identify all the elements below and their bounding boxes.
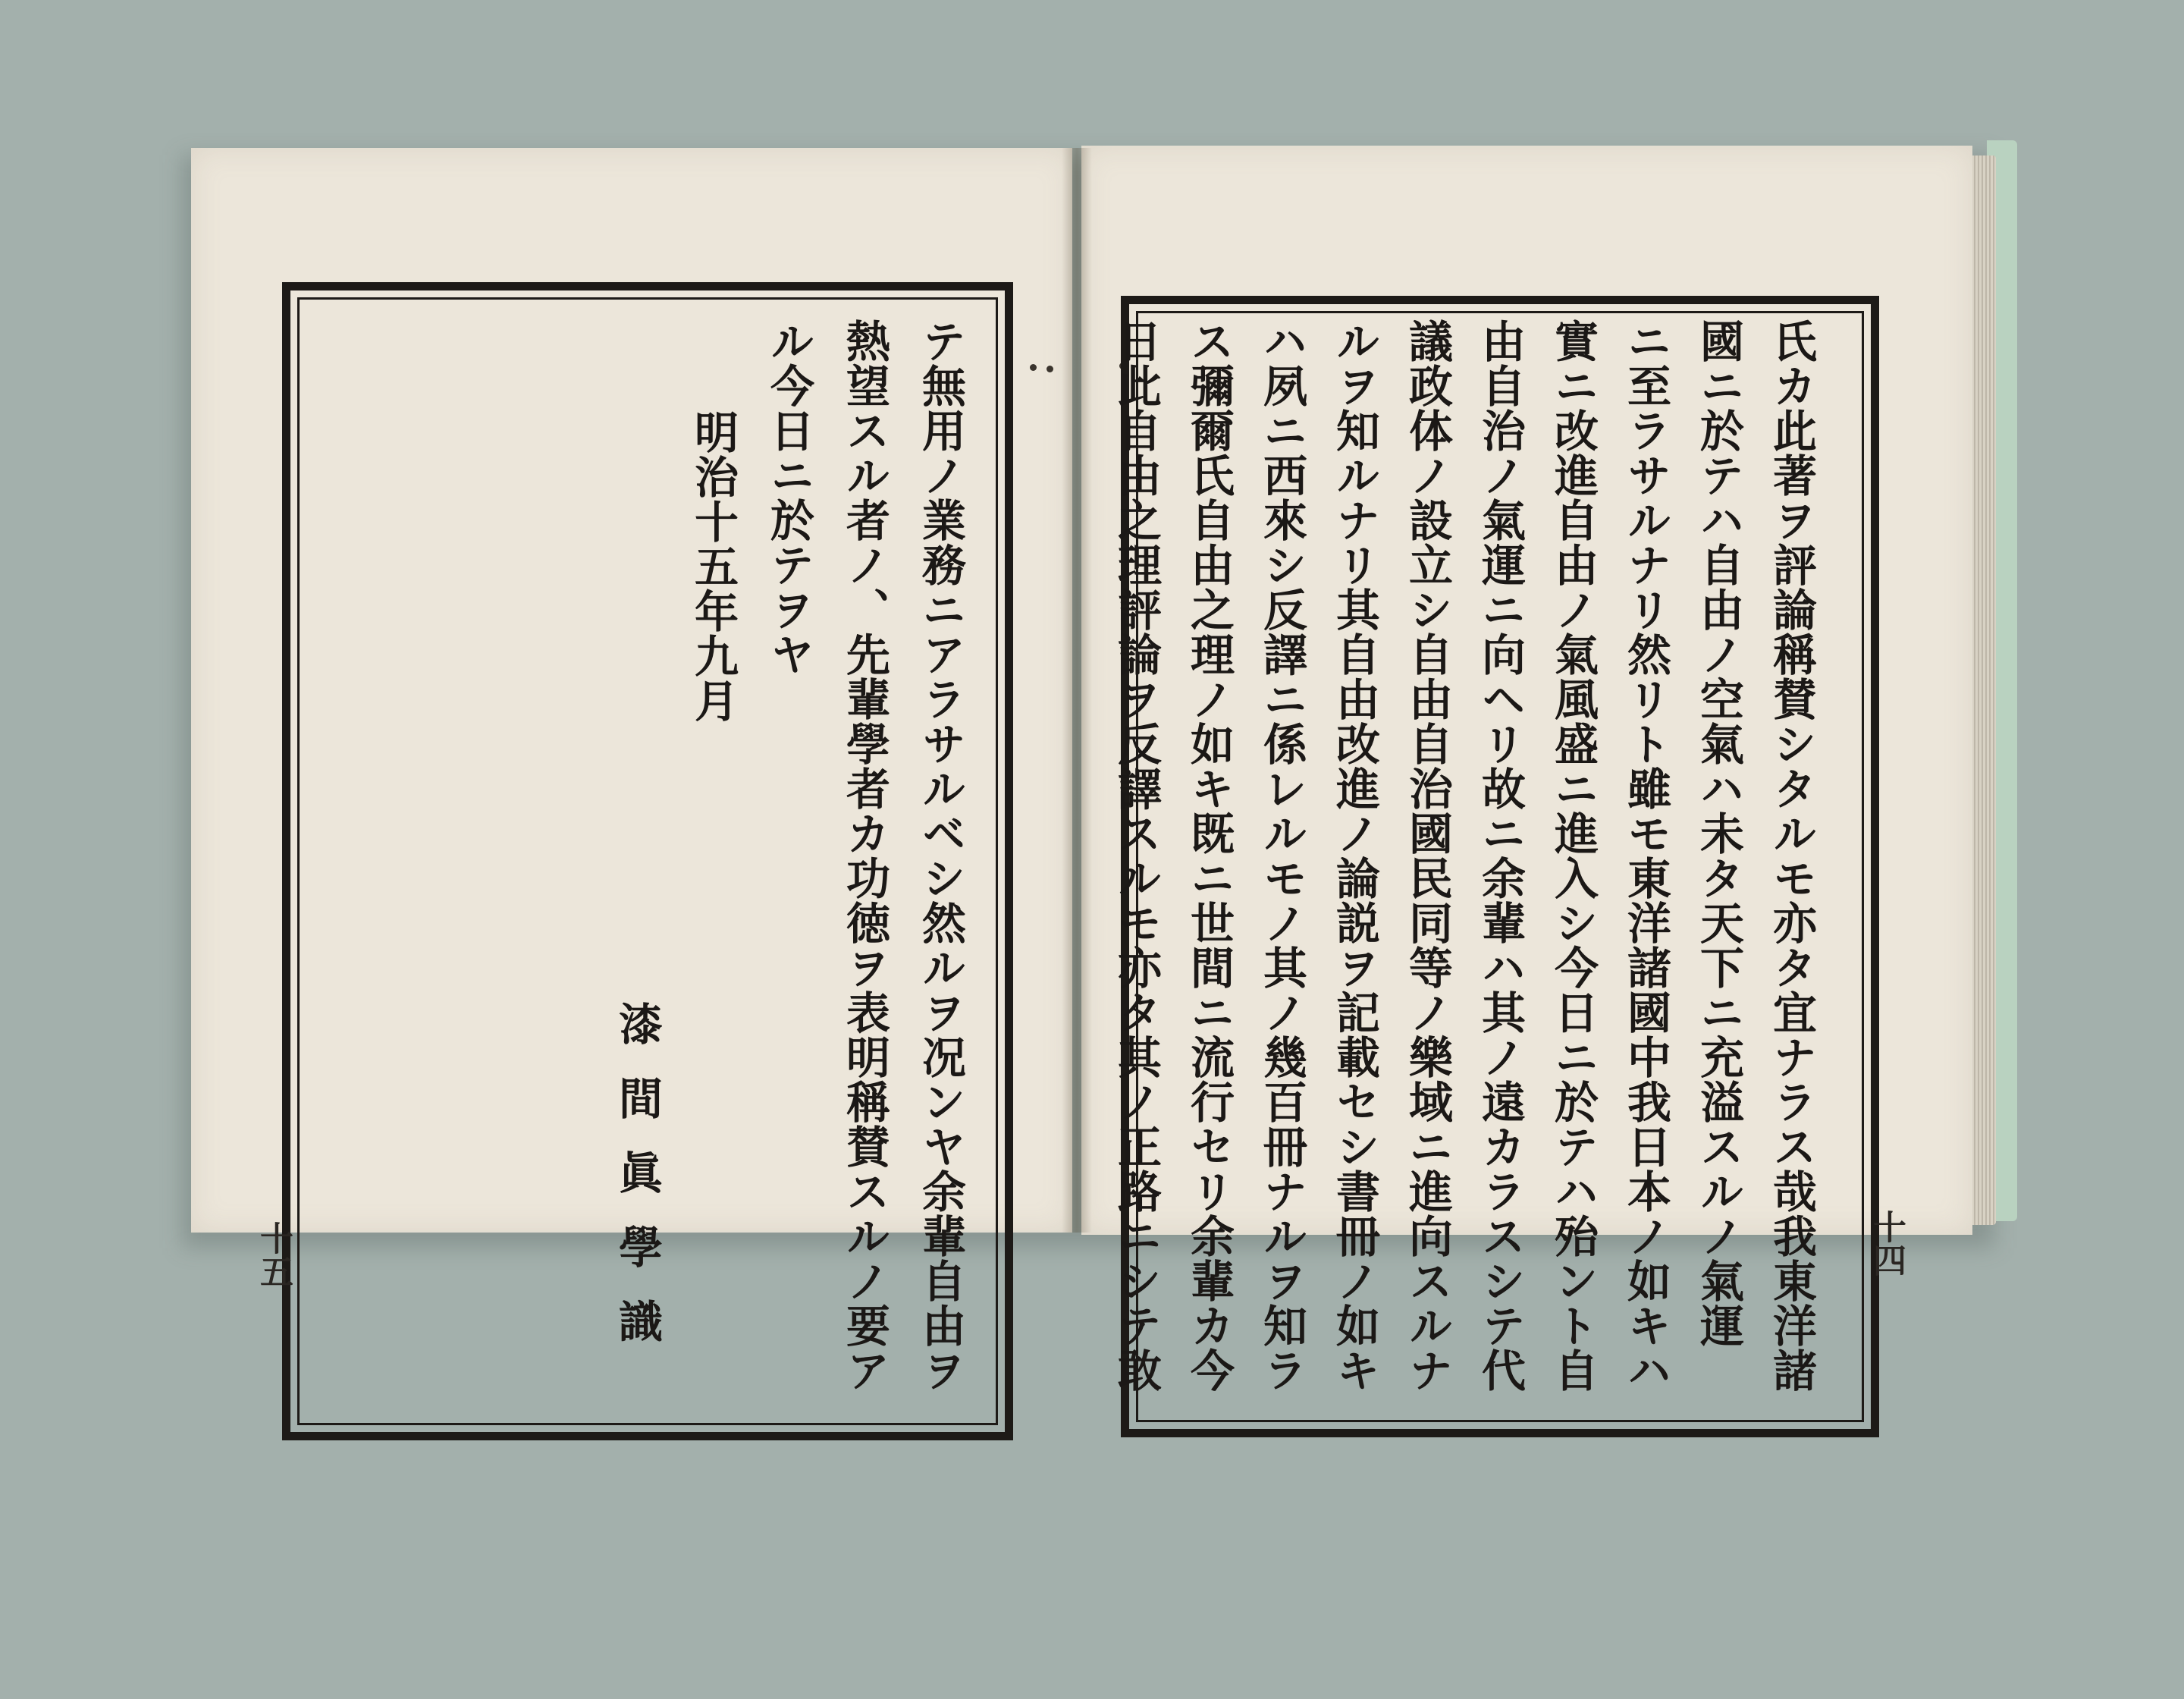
text-column: ルヲ知ルナリ其自由改進ノ論説ヲ記載セシ書冊ノ如キ (1329, 319, 1380, 1393)
text-column: 由自治ノ氣運ニ向ヘリ故ニ余輩ハ其ノ遠カラスシテ代 (1474, 319, 1526, 1393)
text-column: 日此自由之理評論ヲ反譯スルモ亦タ其ノ正路ニシテ敢 (1110, 319, 1162, 1393)
text-column: 國ニ於テハ自由ノ空氣ハ未タ天下ニ充溢スルノ氣運 (1693, 319, 1744, 1348)
left-page-text (326, 319, 978, 1434)
text-column: 實ニ改進自由ノ氣風盛ニ進入シ今日ニ於テハ殆ント自 (1547, 319, 1599, 1393)
signature-line: 漆間眞學識 (611, 1001, 663, 1373)
text-column: ル今日ニ於テヲヤ (763, 319, 814, 677)
right-page-text (1110, 319, 1828, 1434)
binding-hole (1046, 366, 1053, 372)
page-number-left: 十五 (254, 1221, 293, 1288)
text-column: ハ夙ニ西來シ反譯ニ係レルモノ其ノ幾百冊ナルヲ知ラ (1256, 319, 1307, 1393)
text-column: 議政体ノ設立シ自由自治國民同等ノ樂域ニ進向スルナ (1401, 319, 1453, 1393)
text-column: 熱望スル者ノ、先輩學者カ功徳ヲ表明稱賛スルノ要ア (839, 319, 890, 1393)
text-column: ニ至ラサルナリ然リト雖モ東洋諸國中我日本ノ如キハ (1620, 319, 1671, 1393)
date-line: 明治十五年九月 (687, 410, 739, 723)
text-column: テ無用ノ業務ニアラサルベシ然ルヲ况ンヤ余輩自由ヲ (915, 319, 966, 1393)
book-gutter (1062, 148, 1092, 1233)
text-column: ス彌爾氏自由之理ノ如キ既ニ世間ニ流行セリ余輩カ今 (1183, 319, 1235, 1393)
binding-hole (1030, 364, 1037, 371)
text-column: 氏カ此著ヲ評論稱賛シタルモ亦タ宜ナラス哉我東洋諸 (1765, 319, 1817, 1393)
page-number-right: 十四 (1867, 1210, 1906, 1277)
